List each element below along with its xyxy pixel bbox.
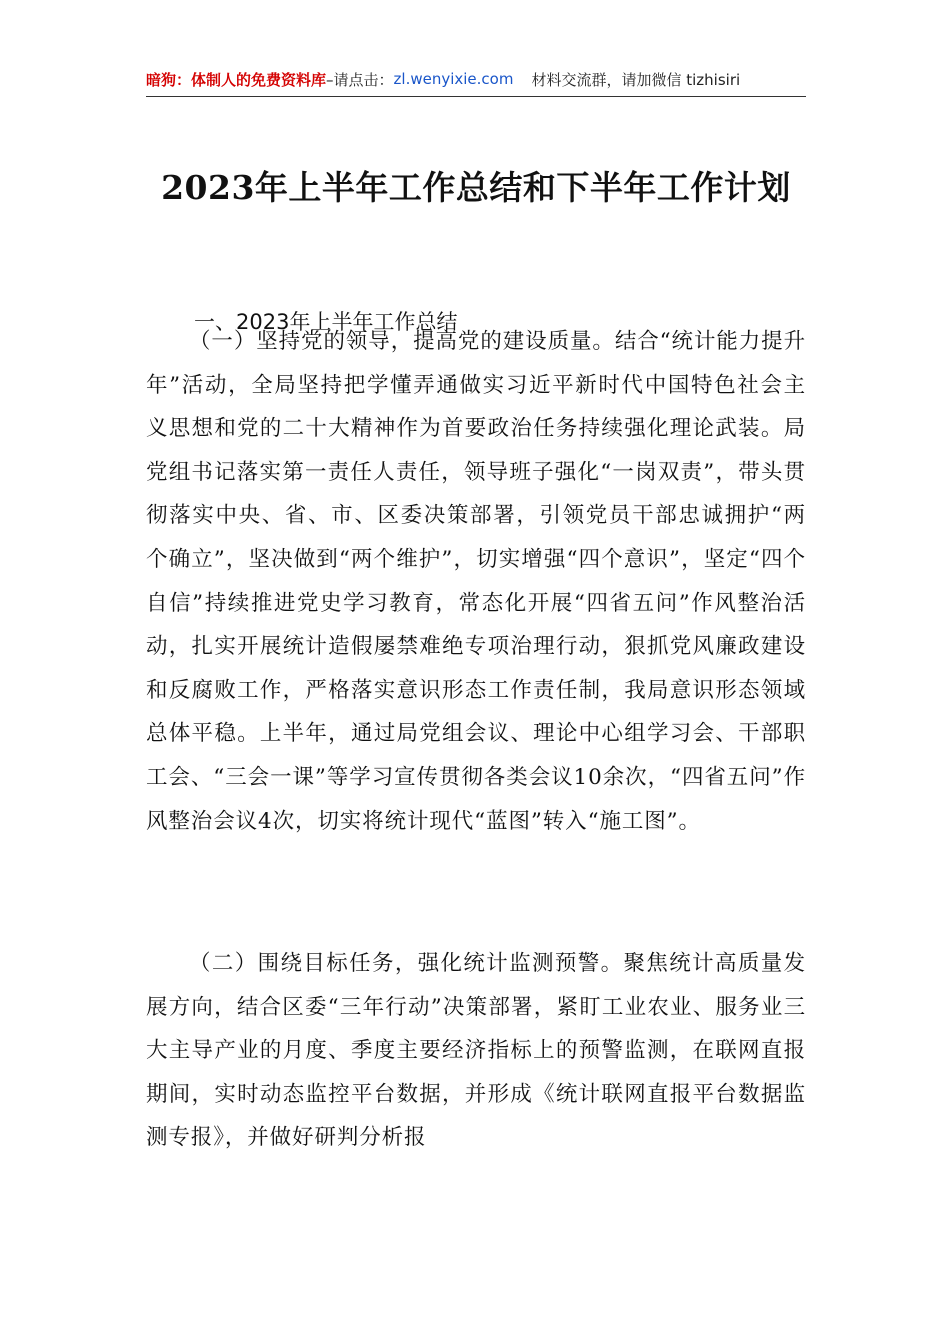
header-url-link[interactable]: zl.wenyixie.com	[393, 70, 514, 88]
page-header	[146, 64, 806, 94]
section-heading-1: 一、2023年上半年工作总结	[194, 310, 458, 334]
header-wechat-note: 材料交流群，请加微信 tizhisiri	[531, 70, 741, 89]
header-click-prompt: –请点击：	[326, 70, 394, 89]
document-title: 2023年上半年工作总结和下半年工作计划	[161, 168, 791, 207]
header-site-name: 暗狗：体制人的免费资料库	[146, 70, 327, 89]
paragraph-1	[146, 320, 806, 843]
paragraph-2-lead: （二）围绕目标任务，强化统计监测预警。	[189, 951, 624, 976]
paragraph-2-body: 聚焦统计高质量发展方向，结合区委“三年行动”决策部署，紧盯工业农业、服务业三大主导产业的月度、季度主要经济指标上的预警监测，在联网直报期间，实时动态监控平台数据，并形成《统计联网直报平台数据监测专报》，并做好研判分析报	[146, 951, 806, 1151]
header-divider	[146, 96, 806, 97]
paragraph-2	[146, 942, 806, 1160]
paragraph-1-lead: （一）坚持党的领导，提高党的建设质量。	[189, 329, 615, 354]
paragraph-1-body: 结合“统计能力提升年”活动，全局坚持把学懂弄通做实习近平新时代中国特色社会主义思想和党的二十大精神作为首要政治任务持续强化理论武装。局党组书记落实第一责任人责任，领导班子强化“一岗双责”，带头贯彻落实中央、省、市、区委决策部署，引领党员干部忠诚拥护“两个确立”，坚决做到“两个维护”，切实增强“四个意识”，坚定“四个自信”持续推进党史学习教育，常态化开展“四省五问”作风整治活动，扎实开展统计造假屡禁难绝专项治理行动，狠抓党风廉政建设和反腐败工作，严格落实意识形态工作责任制，我局意识形态领域总体平稳。上半年，通过局党组会议、理论中心组学习会、干部职工会、“三会一课”等学习宣传贯彻各类会议10余次，“四省五问”作风整治会议4次，切实将统计现代“蓝图”转入“施工图”。	[146, 329, 806, 834]
